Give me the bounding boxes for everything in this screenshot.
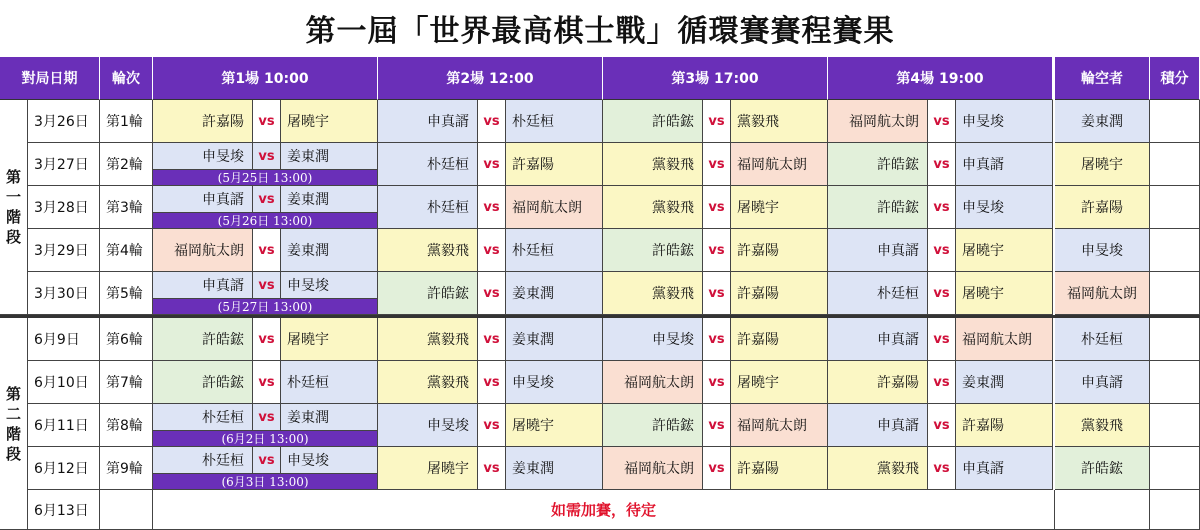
vs-label: vs <box>253 272 281 299</box>
vs-label: vs <box>928 447 956 490</box>
round-label: 第2輪 <box>100 143 153 186</box>
bye-player: 黨毅飛 <box>1055 404 1150 447</box>
bye-player: 朴廷桓 <box>1055 318 1150 361</box>
points-cell <box>1150 361 1200 404</box>
player-two: 申旻埈 <box>956 186 1053 229</box>
stage-label <box>0 318 28 530</box>
player-one: 黨毅飛 <box>378 318 478 361</box>
round-date: 6月13日 <box>28 490 100 530</box>
vs-label: vs <box>928 361 956 404</box>
round-date: 3月27日 <box>28 143 100 186</box>
player-one: 申旻埈 <box>603 318 703 361</box>
player-one: 許皓鋐 <box>828 143 928 186</box>
vs-label: vs <box>478 143 506 186</box>
player-one: 許嘉陽 <box>828 361 928 404</box>
stage-char: 段 <box>5 444 21 463</box>
header-game4: 第4場 19:00 <box>828 57 1053 100</box>
points-cell <box>1150 229 1200 272</box>
player-two: 姜東潤 <box>281 143 378 170</box>
player-one: 許皓鋐 <box>153 361 253 404</box>
round-date: 3月26日 <box>28 100 100 143</box>
vs-label: vs <box>928 318 956 361</box>
player-one: 黨毅飛 <box>378 361 478 404</box>
rescheduled-note: (5月27日 13:00) <box>153 299 378 315</box>
player-one: 黨毅飛 <box>603 186 703 229</box>
player-two: 福岡航太朗 <box>731 404 828 447</box>
player-one: 許皓鋐 <box>603 229 703 272</box>
header-game2: 第2場 12:00 <box>378 57 603 100</box>
player-one: 黨毅飛 <box>603 143 703 186</box>
player-two: 福岡航太朗 <box>506 186 603 229</box>
stage-divider <box>0 315 1200 318</box>
player-one: 申真諝 <box>828 318 928 361</box>
header-round: 輪次 <box>100 57 153 100</box>
player-one: 朴廷桓 <box>378 186 478 229</box>
points-cell <box>1150 186 1200 229</box>
vs-label: vs <box>253 186 281 213</box>
points-cell <box>1150 143 1200 186</box>
player-two: 姜東潤 <box>956 361 1053 404</box>
player-two: 許嘉陽 <box>731 229 828 272</box>
player-one: 福岡航太朗 <box>153 229 253 272</box>
player-two: 許嘉陽 <box>731 318 828 361</box>
vs-label: vs <box>253 229 281 272</box>
points-cell <box>1150 318 1200 361</box>
round-label <box>100 490 153 530</box>
player-two: 朴廷桓 <box>281 361 378 404</box>
round-date: 6月11日 <box>28 404 100 447</box>
player-two: 黨毅飛 <box>731 100 828 143</box>
stage-char: 第 <box>5 168 21 186</box>
round-label: 第4輪 <box>100 229 153 272</box>
vs-label: vs <box>703 361 731 404</box>
player-two: 申旻埈 <box>956 100 1053 143</box>
player-one: 申真諝 <box>153 272 253 299</box>
rescheduled-note: (6月3日 13:00) <box>153 474 378 490</box>
points-cell <box>1150 447 1200 490</box>
player-two: 申旻埈 <box>281 447 378 474</box>
stage-char: 二 <box>5 404 21 423</box>
player-one: 朴廷桓 <box>378 143 478 186</box>
player-one: 許皓鋐 <box>603 100 703 143</box>
player-two: 許嘉陽 <box>731 447 828 490</box>
player-one: 申真諝 <box>153 186 253 213</box>
player-one: 黨毅飛 <box>603 272 703 315</box>
stage-label <box>0 100 28 315</box>
round-label: 第6輪 <box>100 318 153 361</box>
vs-label: vs <box>703 100 731 143</box>
vs-label: vs <box>478 447 506 490</box>
player-one: 申旻埈 <box>153 143 253 170</box>
player-one: 黨毅飛 <box>378 229 478 272</box>
player-two: 姜東潤 <box>281 229 378 272</box>
vs-label: vs <box>928 100 956 143</box>
player-two: 許嘉陽 <box>956 404 1053 447</box>
page-title: 第一屆「世界最高棋士戰」循環賽賽程賽果 <box>305 14 895 49</box>
player-two: 申真諝 <box>956 447 1053 490</box>
vs-label: vs <box>928 272 956 315</box>
stage-char: 階 <box>5 424 21 443</box>
vs-label: vs <box>253 447 281 474</box>
vs-label: vs <box>253 143 281 170</box>
round-label: 第5輪 <box>100 272 153 315</box>
player-one: 申真諝 <box>828 404 928 447</box>
schedule-table <box>0 57 1200 530</box>
tiebreak-note: 如需加賽，待定 <box>153 490 1055 530</box>
bye-player: 福岡航太朗 <box>1055 272 1150 315</box>
header-game1: 第1場 10:00 <box>153 57 378 100</box>
player-two: 姜東潤 <box>506 272 603 315</box>
player-one: 許皓鋐 <box>153 318 253 361</box>
round-label: 第1輪 <box>100 100 153 143</box>
player-two: 許嘉陽 <box>731 272 828 315</box>
rescheduled-note: (5月25日 13:00) <box>153 170 378 186</box>
vs-label: vs <box>928 186 956 229</box>
vs-label: vs <box>703 229 731 272</box>
round-label: 第7輪 <box>100 361 153 404</box>
vs-label: vs <box>253 404 281 431</box>
header-points: 積分 <box>1150 57 1200 100</box>
vs-label: vs <box>703 186 731 229</box>
player-two: 姜東潤 <box>281 186 378 213</box>
player-two: 申旻埈 <box>281 272 378 299</box>
stage-char: 段 <box>5 228 21 246</box>
player-one: 屠曉宇 <box>378 447 478 490</box>
player-two: 福岡航太朗 <box>731 143 828 186</box>
player-two: 姜東潤 <box>506 318 603 361</box>
bye-player <box>1055 490 1150 530</box>
player-two: 屠曉宇 <box>956 229 1053 272</box>
player-one: 福岡航太朗 <box>828 100 928 143</box>
vs-label: vs <box>478 404 506 447</box>
vs-label: vs <box>703 143 731 186</box>
player-two: 姜東潤 <box>506 447 603 490</box>
bye-player: 許皓鋐 <box>1055 447 1150 490</box>
vs-label: vs <box>928 143 956 186</box>
player-one: 申旻埈 <box>378 404 478 447</box>
round-date: 3月30日 <box>28 272 100 315</box>
player-one: 許皓鋐 <box>828 186 928 229</box>
player-one: 申真諝 <box>828 229 928 272</box>
round-date: 3月28日 <box>28 186 100 229</box>
round-label: 第3輪 <box>100 186 153 229</box>
rescheduled-note: (5月26日 13:00) <box>153 213 378 229</box>
vs-label: vs <box>703 447 731 490</box>
player-two: 申旻埈 <box>506 361 603 404</box>
player-one: 福岡航太朗 <box>603 447 703 490</box>
vs-label: vs <box>478 100 506 143</box>
header-bye: 輪空者 <box>1055 57 1150 100</box>
round-label: 第8輪 <box>100 404 153 447</box>
player-two: 姜東潤 <box>281 404 378 431</box>
round-date: 6月12日 <box>28 447 100 490</box>
stage-char: 階 <box>5 208 21 226</box>
player-two: 許嘉陽 <box>506 143 603 186</box>
player-two: 屠曉宇 <box>956 272 1053 315</box>
vs-label: vs <box>478 272 506 315</box>
player-one: 朴廷桓 <box>153 404 253 431</box>
vs-label: vs <box>253 318 281 361</box>
stage-char: 第 <box>5 384 21 403</box>
vs-label: vs <box>478 186 506 229</box>
bye-player: 許嘉陽 <box>1055 186 1150 229</box>
header-date: 對局日期 <box>0 57 100 100</box>
vs-label: vs <box>703 404 731 447</box>
vs-label: vs <box>703 272 731 315</box>
player-one: 許嘉陽 <box>153 100 253 143</box>
round-date: 3月29日 <box>28 229 100 272</box>
player-two: 福岡航太朗 <box>956 318 1053 361</box>
points-cell <box>1150 272 1200 315</box>
player-one: 許皓鋐 <box>603 404 703 447</box>
bye-player: 姜東潤 <box>1055 100 1150 143</box>
vs-label: vs <box>928 229 956 272</box>
bye-player: 申真諝 <box>1055 361 1150 404</box>
points-cell <box>1150 100 1200 143</box>
player-one: 朴廷桓 <box>153 447 253 474</box>
player-one: 朴廷桓 <box>828 272 928 315</box>
round-label: 第9輪 <box>100 447 153 490</box>
bye-player: 申旻埈 <box>1055 229 1150 272</box>
vs-label: vs <box>928 404 956 447</box>
stage-char: 一 <box>5 188 21 206</box>
player-two: 屠曉宇 <box>281 100 378 143</box>
player-one: 許皓鋐 <box>378 272 478 315</box>
vs-label: vs <box>478 229 506 272</box>
player-two: 屠曉宇 <box>506 404 603 447</box>
header-game3: 第3場 17:00 <box>603 57 828 100</box>
player-two: 屠曉宇 <box>731 186 828 229</box>
player-two: 朴廷桓 <box>506 229 603 272</box>
points-cell <box>1150 490 1200 530</box>
vs-label: vs <box>703 318 731 361</box>
bye-player: 屠曉宇 <box>1055 143 1150 186</box>
player-one: 黨毅飛 <box>828 447 928 490</box>
round-date: 6月9日 <box>28 318 100 361</box>
player-two: 申真諝 <box>956 143 1053 186</box>
round-date: 6月10日 <box>28 361 100 404</box>
vs-label: vs <box>478 361 506 404</box>
vs-label: vs <box>478 318 506 361</box>
vs-label: vs <box>253 100 281 143</box>
player-one: 申真諝 <box>378 100 478 143</box>
rescheduled-note: (6月2日 13:00) <box>153 431 378 447</box>
player-one: 福岡航太朗 <box>603 361 703 404</box>
points-cell <box>1150 404 1200 447</box>
player-two: 屠曉宇 <box>731 361 828 404</box>
player-two: 屠曉宇 <box>281 318 378 361</box>
vs-label: vs <box>253 361 281 404</box>
player-two: 朴廷桓 <box>506 100 603 143</box>
